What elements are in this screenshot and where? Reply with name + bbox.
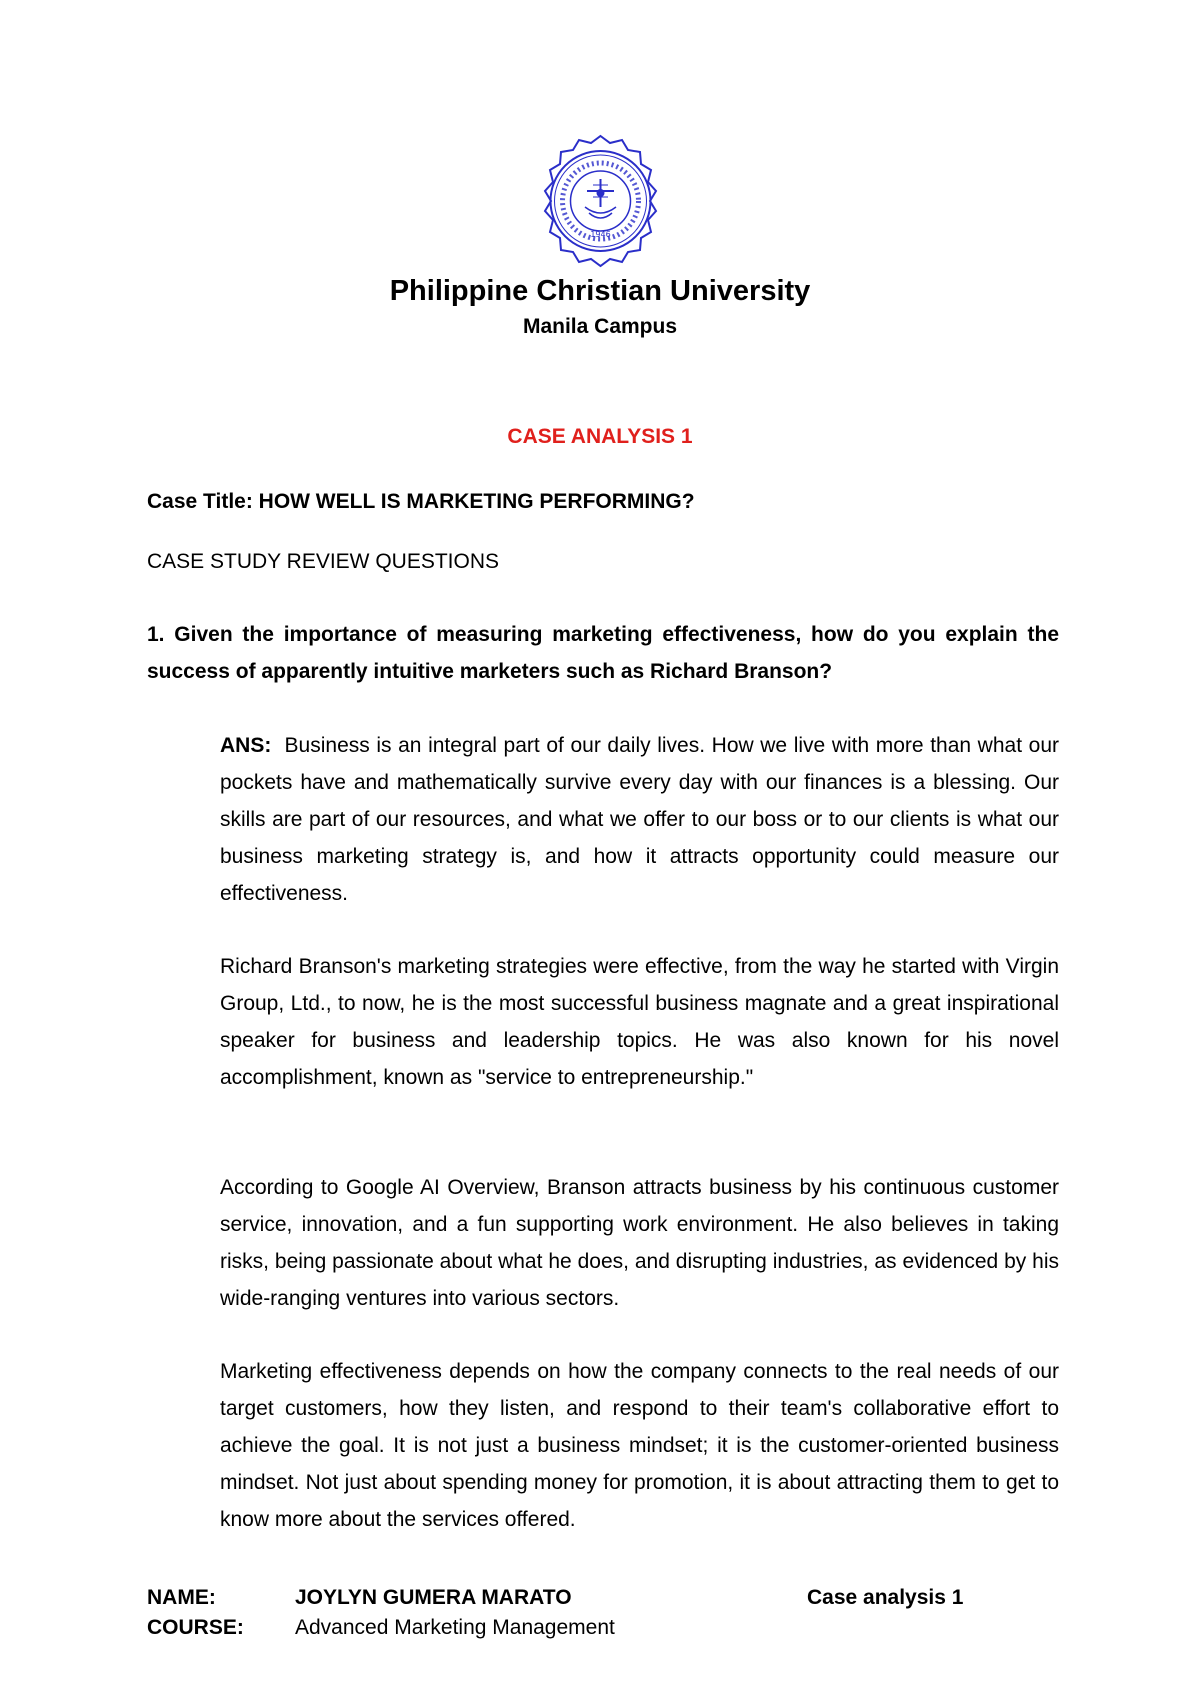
footer xyxy=(147,1583,1047,1643)
answer-label: ANS: xyxy=(220,734,272,757)
answer-paragraph-1-text: Business is an integral part of our daily lives. How we live with more than what our pockets have and mathematically survive every day with our finances is a blessing. Our skills are part of our resources, and what we offer to our boss or to our clients is what our business marketing strategy is, and how it attracts opportunity could measure our effectiveness. xyxy=(220,734,1059,905)
svg-text:1946: 1946 xyxy=(590,230,611,239)
answer-paragraph-2: Richard Branson's marketing strategies were effective, from the way he started with Virgin Group, Ltd., to now, he is the most successful business magnate and a great inspirational speaker for business and leadership topics. He was also known for his novel accomplishment, known as "service to entrepreneurship." xyxy=(220,955,1059,1089)
campus-name: Manila Campus xyxy=(522,315,678,338)
course-value: Advanced Marketing Management xyxy=(295,1616,615,1639)
footer-name-row xyxy=(147,1583,1047,1613)
university-name: Philippine Christian University xyxy=(389,275,811,307)
course-label: COURSE: xyxy=(147,1616,244,1639)
university-seal-icon xyxy=(533,133,668,268)
case-analysis-label: CASE ANALYSIS 1 xyxy=(507,425,693,448)
answer-paragraph-1 xyxy=(220,727,1059,912)
answer-paragraph-4: Marketing effectiveness depends on how the company connects to the real needs of our target customers, how they listen, and respond to their team's collaborative effort to achieve the goal. It is not just a business mindset; it is the customer-oriented business mindset. Not just about spending money for promotion, it is about attracting them to get to know more about the services offered. xyxy=(220,1360,1059,1531)
footer-course-row xyxy=(147,1613,1047,1643)
name-value: JOYLYN GUMERA MARATO xyxy=(295,1586,572,1609)
case-analysis-footer-label: Case analysis 1 xyxy=(807,1586,964,1609)
answer-paragraph-3: According to Google AI Overview, Branson attracts business by his continuous customer service, innovation, and a fun supporting work environment. He also believes in taking risks, being passionate about what he does, and disrupting industries, as evidenced by his wide-ranging ventures into various sectors. xyxy=(220,1176,1059,1310)
name-label: NAME: xyxy=(147,1586,216,1609)
question-1: 1. Given the importance of measuring marketing effectiveness, how do you explain the success of apparently intuitive marketers such as Richard Branson? xyxy=(147,623,1059,683)
review-questions-heading: CASE STUDY REVIEW QUESTIONS xyxy=(147,550,500,573)
case-title: Case Title: HOW WELL IS MARKETING PERFORMING? xyxy=(147,490,695,513)
